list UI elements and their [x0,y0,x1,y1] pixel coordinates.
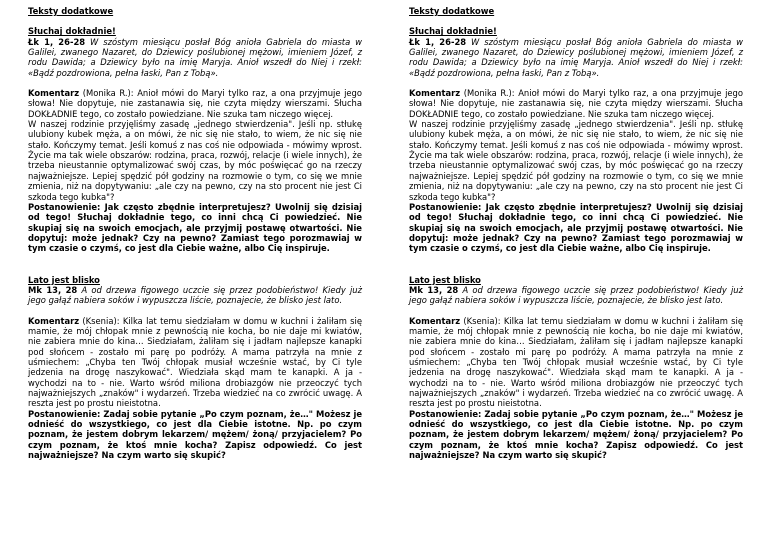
comment-continued: W naszej rodzinie przyjęliśmy zasadę „jednego stwierdzenia". Jeśli np. stłukę ulubiony kubek męża, a on mówi, że nic się nie stało, to wiem, że nic się nie stało. Kończymy temat. Jeśli komuś z nas coś nie odpowiada - mówimy wprost. Życie ma tak wiele obszarów: rodzina, praca, rozwój, relacje (i wiele innych), że trzeba nieustannie optymalizować swój czas, by móc poświęcać go na rzeczy najważniejsze. Lepiej spędzić pół godziny na rozmowie o tym, co się we mnie zmienia, niż na dopytywaniu: „ale czy na pewno, czy na sto procent nie jest Ci szkoda tego kubka"? [409,119,743,202]
comment-label: Komentarz [28,88,80,99]
left-column [28,6,362,460]
page-heading: Teksty dodatkowe [28,6,114,16]
comment-author: (Ksenia): [463,315,501,326]
comment-text: Anioł mówi do Maryi tylko raz, a ona przyjmuje jego słowa! Nie dopytuje, nie zastanawia się, nie czyta między wierszami. Słucha DOKŁADNIE tego, co zostało powiedziane. Nie szuka tam niczego więcej. [28,88,362,119]
comment [28,316,362,409]
section-title: Słuchaj dokładnie! [409,26,497,37]
comment-label: Komentarz [28,315,80,326]
resolution-text: Jak często zbędnie interpretujesz? Uwolnij się dzisiaj od tego! Słuchaj dokładnie tego, co inni chcą Ci powiedzieć. Nie skupiaj się na swoich emocjach, ale przyjmij postawę otwartości. Nie dopytuj: może jednak? Czy na pewno? Zamiast tego porozmawiaj w tym czasie o czymś, co jest dla Ciebie ważne, albo Cię inspiruje. [409,201,743,254]
comment [409,316,743,409]
comment-label: Komentarz [409,88,461,99]
comment-author: (Monika R.): [463,88,515,99]
scripture-text: A od drzewa figowego uczcie się przez podobieństwo! Kiedy już jego gałąź nabiera soków i wypuszcza liście, poznajecie, że blisko jest lato. [409,284,743,306]
resolution-text: Zadaj sobie pytanie „Po czym poznam, że…" Możesz je odnieść do wszystkiego, co jest dla Ciebie istotne. Np. po czym poznam, że jestem dobrym lekarzem/ mężem/ żoną/ przyjacielem? Po czym poznam, że ktoś mnie kocha? Zapisz odpowiedź. Co jest najważniejsze? Na czym warto się skupić? [28,408,362,461]
resolution [409,202,743,254]
scripture-text: A od drzewa figowego uczcie się przez podobieństwo! Kiedy już jego gałąź nabiera soków i wypuszcza liście, poznajecie, że blisko jest lato. [28,284,362,306]
resolution-label: Postanowienie: [409,408,482,419]
resolution [28,409,362,461]
scripture-text: W szóstym miesiącu posłał Bóg anioła Gabriela do miasta w Galilei, zwanego Nazaret, do Dziewicy poślubionej mężowi, imieniem Józef, z rodu Dawida; a Dziewicy było na imię Maryja. Anioł wszedł do Niej i rzekł: «Bądź pozdrowiona, pełna łaski, Pan z Tobą». [28,36,362,78]
comment-label: Komentarz [409,315,461,326]
scripture-passage [409,37,743,78]
section-summer [409,275,743,461]
section-summer [28,275,362,461]
resolution-text: Jak często zbędnie interpretujesz? Uwolnij się dzisiaj od tego! Słuchaj dokładnie tego, co inni chcą Ci powiedzieć. Nie skupiaj się na swoich emocjach, ale przyjmij postawę otwartości. Nie dopytuj: może jednak? Czy na pewno? Zamiast tego porozmawiaj w tym czasie o czymś, co jest dla Ciebie ważne, albo Cię inspiruje. [28,201,362,254]
scripture-text: W szóstym miesiącu posłał Bóg anioła Gabriela do miasta w Galilei, zwanego Nazaret, do Dziewicy poślubionej mężowi, imieniem Józef, z rodu Dawida; a Dziewicy było na imię Maryja. Anioł wszedł do Niej i rzekł: «Bądź pozdrowiona, pełna łaski, Pan z Tobą». [409,36,743,78]
section-listen [409,26,743,253]
resolution-label: Postanowienie: [28,408,101,419]
scripture-passage [28,285,362,306]
comment [28,88,362,119]
resolution-label: Postanowienie: [28,201,101,212]
comment-text: Kilka lat temu siedziałam w domu w kuchni i żaliłam się mamie, że mój chłopak mnie z pewnością nie kocha, bo nie daje mi kwiatów, nie zabiera mnie do kina… Siedziałam, żaliłam się i jadłam najlepsze kanapki pod słońcem - zostało mi parę po podróży. A mama patrzyła na mnie z uśmiechem: „Chyba ten Twój chłopak musiał wcześnie wstać, by Ci tyle jedzenia na drogę naszykować". Wiedziała skąd mam te kanapki. A ja - wychodzi na to - nie. Warto wśród miliona drobiazgów nie przeoczyć tych najważniejszych „znaków" i wydarzeń. Trzeba wiedzieć na co zwrócić uwagę. A reszta jest po prostu nieistotna. [28,315,362,409]
scripture-ref: Mk 13, 28 [28,284,78,295]
scripture-ref: Łk 1, 26-28 [409,36,467,47]
right-column [409,6,743,460]
resolution [409,409,743,461]
comment-author: (Monika R.): [82,88,134,99]
section-listen [28,26,362,253]
resolution-label: Postanowienie: [409,201,482,212]
scripture-passage [409,285,743,306]
scripture-ref: Mk 13, 28 [409,284,459,295]
comment-text: Anioł mówi do Maryi tylko raz, a ona przyjmuje jego słowa! Nie dopytuje, nie zastanawia się, nie czyta między wierszami. Słucha DOKŁADNIE tego, co zostało powiedziane. Nie szuka tam niczego więcej. [409,88,743,119]
comment [409,88,743,119]
comment-continued: W naszej rodzinie przyjęliśmy zasadę „jednego stwierdzenia". Jeśli np. stłukę ulubiony kubek męża, a on mówi, że nic się nie stało, to wiem, że nic się nie stało. Kończymy temat. Jeśli komuś z nas coś nie odpowiada - mówimy wprost. Życie ma tak wiele obszarów: rodzina, praca, rozwój, relacje (i wiele innych), że trzeba nieustannie optymalizować swój czas, by móc poświęcać go na rzeczy najważniejsze. Lepiej spędzić pół godziny na rozmowie o tym, co się we mnie zmienia, niż na dopytywaniu: „ale czy na pewno, czy na sto procent nie jest Ci szkoda tego kubka"? [28,119,362,202]
section-title: Słuchaj dokładnie! [28,26,116,37]
resolution [28,202,362,254]
section-title: Lato jest blisko [28,274,100,285]
resolution-text: Zadaj sobie pytanie „Po czym poznam, że…" Możesz je odnieść do wszystkiego, co jest dla Ciebie istotne. Np. po czym poznam, że jestem dobrym lekarzem/ mężem/ żoną/ przyjacielem? Po czym poznam, że ktoś mnie kocha? Zapisz odpowiedź. Co jest najważniejsze? Na czym warto się skupić? [409,408,743,461]
page-heading: Teksty dodatkowe [409,6,495,16]
section-title: Lato jest blisko [409,274,481,285]
scripture-ref: Łk 1, 26-28 [28,36,86,47]
comment-text: Kilka lat temu siedziałam w domu w kuchni i żaliłam się mamie, że mój chłopak mnie z pewnością nie kocha, bo nie daje mi kwiatów, nie zabiera mnie do kina… Siedziałam, żaliłam się i jadłam najlepsze kanapki pod słońcem - zostało mi parę po podróży. A mama patrzyła na mnie z uśmiechem: „Chyba ten Twój chłopak musiał wcześnie wstać, by Ci tyle jedzenia na drogę naszykować". Wiedziała skąd mam te kanapki. A ja - wychodzi na to - nie. Warto wśród miliona drobiazgów nie przeoczyć tych najważniejszych „znaków" i wydarzeń. Trzeba wiedzieć na co zwrócić uwagę. A reszta jest po prostu nieistotna. [409,315,743,409]
comment-author: (Ksenia): [82,315,120,326]
scripture-passage [28,37,362,78]
